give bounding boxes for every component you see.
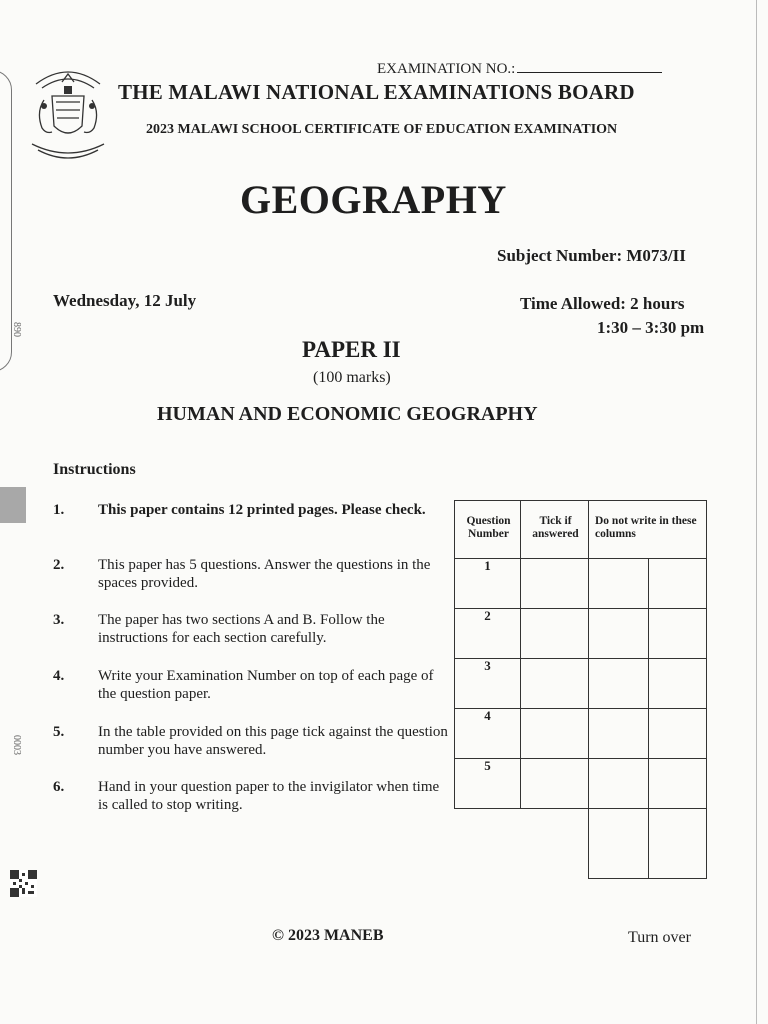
examiner-cell <box>589 759 649 809</box>
examiner-cell <box>649 559 707 609</box>
subject-title: GEOGRAPHY <box>240 177 507 222</box>
instruction-number: 4. <box>53 668 65 684</box>
question-number-cell: 5 <box>455 759 521 809</box>
instruction-number: 2. <box>53 557 65 573</box>
paper-area: HUMAN AND ECONOMIC GEOGRAPHY <box>157 403 538 425</box>
question-number-cell: 1 <box>455 559 521 609</box>
qr-code-icon <box>10 870 37 897</box>
question-tick-table <box>454 500 707 879</box>
examiner-total-cell <box>589 809 649 879</box>
examiner-cell <box>589 559 649 609</box>
certificate-title: 2023 MALAWI SCHOOL CERTIFICATE OF EDUCATION EXAMINATION <box>146 122 618 137</box>
examiner-cell <box>589 709 649 759</box>
margin-code-top: 890 <box>11 322 22 337</box>
subject-number: Subject Number: M073/II <box>497 246 686 265</box>
exam-date: Wednesday, 12 July <box>53 291 197 310</box>
time-allowed: Time Allowed: 2 hours <box>520 294 685 313</box>
page-edge <box>756 0 757 1024</box>
examination-number-line[interactable] <box>517 60 662 73</box>
instruction-text: This paper has 5 questions. Answer the questions in the spaces provided. <box>98 557 431 591</box>
tick-cell[interactable] <box>521 559 589 609</box>
question-number-cell: 4 <box>455 709 521 759</box>
examiner-cell <box>589 659 649 709</box>
instruction-number: 3. <box>53 612 65 628</box>
blank-cell <box>521 809 589 879</box>
table-row <box>455 709 707 759</box>
paper-marks: (100 marks) <box>313 369 391 386</box>
instructions-heading: Instructions <box>53 461 136 478</box>
question-number-cell: 3 <box>455 659 521 709</box>
tick-header: Tick if answered <box>521 501 589 559</box>
question-number-header: Question Number <box>455 501 521 559</box>
time-range: 1:30 – 3:30 pm <box>597 318 705 337</box>
examiner-cell <box>649 759 707 809</box>
instruction-text: The paper has two sections A and B. Follow the instructions for each section carefully. <box>98 612 385 646</box>
tick-cell[interactable] <box>521 709 589 759</box>
tick-cell[interactable] <box>521 759 589 809</box>
table-row <box>455 659 707 709</box>
tick-cell[interactable] <box>521 609 589 659</box>
instruction-text: Hand in your question paper to the invigilator when time is called to stop writing. <box>98 779 440 813</box>
examiner-cell <box>649 709 707 759</box>
turn-over: Turn over <box>628 929 691 946</box>
blank-cell <box>455 809 521 879</box>
table-header-row <box>455 501 707 559</box>
table-row <box>455 559 707 609</box>
instruction-text: This paper contains 12 printed pages. Please check. <box>98 502 426 518</box>
maneb-crest-icon <box>22 62 114 166</box>
total-row <box>455 809 707 879</box>
examination-number-label: EXAMINATION NO.: <box>377 61 516 77</box>
instruction-text: In the table provided on this page tick against the question number you have answered. <box>98 724 448 758</box>
instruction-number: 6. <box>53 779 65 795</box>
copyright: © 2023 MANEB <box>272 927 384 944</box>
examination-number-field <box>377 60 662 78</box>
examiner-header: Do not write in these columns <box>589 501 707 559</box>
table-row <box>455 609 707 659</box>
board-name: THE MALAWI NATIONAL EXAMINATIONS BOARD <box>118 80 635 104</box>
tick-cell[interactable] <box>521 659 589 709</box>
instruction-number: 1. <box>53 502 65 518</box>
examiner-cell <box>589 609 649 659</box>
paper-title: PAPER II <box>302 337 401 362</box>
examiner-cell <box>649 659 707 709</box>
examiner-total-cell <box>649 809 707 879</box>
instruction-number: 5. <box>53 724 65 740</box>
examiner-cell <box>649 609 707 659</box>
question-number-cell: 2 <box>455 609 521 659</box>
margin-code-bottom: 0003 <box>11 735 22 755</box>
instruction-text: Write your Examination Number on top of each page of the question paper. <box>98 668 434 702</box>
scan-tab <box>0 487 26 523</box>
table-row <box>455 759 707 809</box>
